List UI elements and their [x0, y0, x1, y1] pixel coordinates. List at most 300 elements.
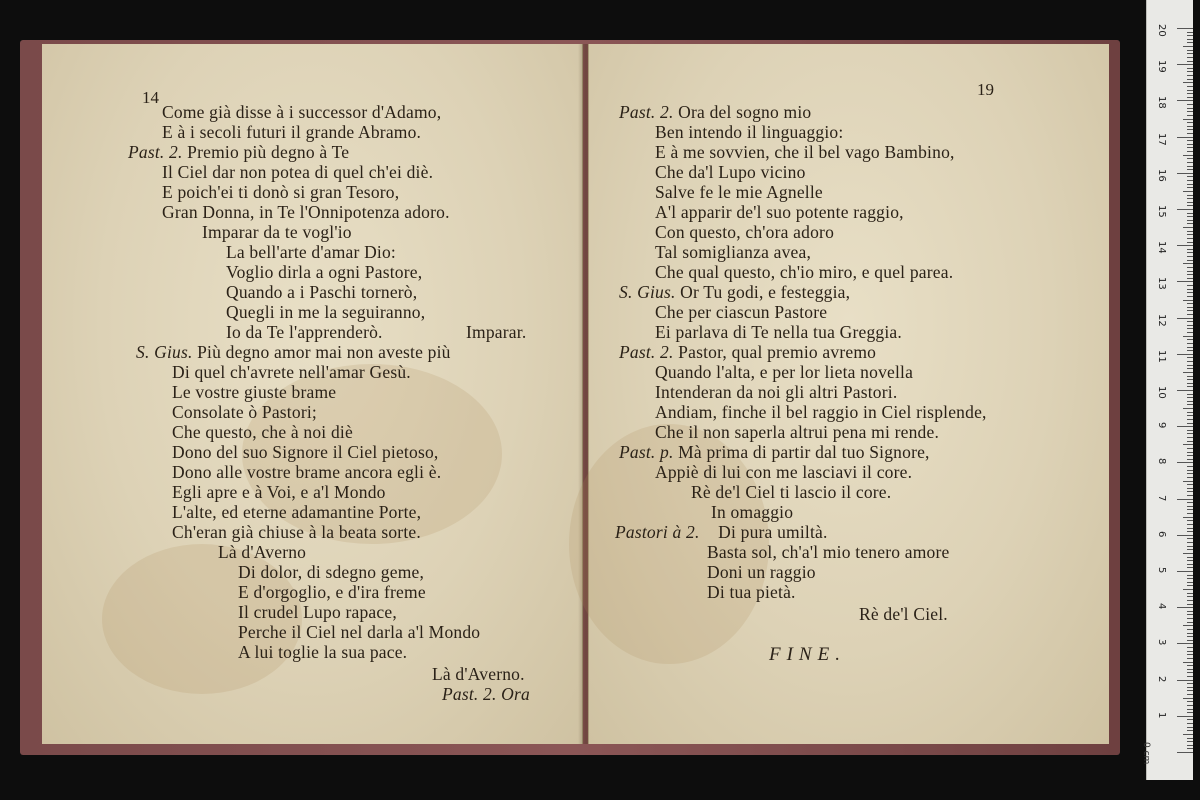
text-line: Doni un raggio — [707, 562, 816, 582]
ruler-tick — [1187, 42, 1193, 43]
ruler-tick — [1187, 357, 1193, 358]
ruler-tick — [1177, 752, 1193, 753]
ruler-tick — [1187, 604, 1193, 605]
ruler-tick — [1187, 622, 1193, 623]
text-line: Che qual questo, ch'io miro, e quel parea. — [655, 262, 954, 282]
ruler-tick — [1187, 636, 1193, 637]
ruler-tick — [1187, 412, 1193, 413]
ruler-tick — [1187, 260, 1193, 261]
speaker-label: Past. p. — [619, 442, 674, 462]
text-line: Ei parlava di Te nella tua Greggia. — [655, 322, 902, 342]
ruler-tick — [1187, 404, 1193, 405]
ruler-tick — [1177, 535, 1193, 536]
ruler-tick — [1177, 390, 1193, 391]
line-text: Io da Te l'apprenderò. — [226, 322, 383, 342]
ruler-tick — [1187, 618, 1193, 619]
ruler-tick — [1187, 549, 1193, 550]
text-line — [226, 322, 527, 343]
ruler-number: 11 — [1156, 349, 1167, 363]
ruler-tick — [1183, 82, 1193, 83]
ruler-tick — [1183, 589, 1193, 590]
ruler-tick — [1187, 741, 1193, 742]
text-line — [619, 442, 930, 463]
ruler-tick — [1177, 137, 1193, 138]
ruler-tick — [1177, 716, 1193, 717]
ruler-tick — [1187, 491, 1193, 492]
ruler-tick — [1187, 531, 1193, 532]
text-line: Di tua pietà. — [707, 582, 796, 602]
text-line: Perche il Ciel nel darla a'l Mondo — [238, 622, 481, 642]
ruler-tick — [1187, 709, 1193, 710]
ruler-tick — [1187, 223, 1193, 224]
ruler-tick — [1183, 119, 1193, 120]
ruler-tick — [1187, 198, 1193, 199]
text-line: Consolate ò Pastori; — [172, 402, 317, 422]
text-line — [619, 282, 850, 303]
ruler-tick — [1187, 144, 1193, 145]
ruler-number: 12 — [1156, 313, 1167, 327]
line-text: Premio più degno à Te — [187, 142, 350, 162]
text-line: Quando l'alta, e per lor lieta novella — [655, 362, 914, 382]
line-text: Or Tu godi, e festeggia, — [680, 282, 851, 302]
ruler-tick — [1187, 285, 1193, 286]
text-line: Il crudel Lupo rapace, — [238, 602, 397, 622]
text-line: E poich'ei ti donò si gran Tesoro, — [162, 182, 400, 202]
ruler-tick — [1187, 502, 1193, 503]
speaker-label: Pastori à 2. — [615, 522, 700, 542]
ruler-tick — [1187, 701, 1193, 702]
ruler-tick — [1187, 738, 1193, 739]
ruler-number: 1 — [1156, 711, 1167, 719]
text-line: Voglio dirla a ogni Pastore, — [226, 262, 423, 282]
ruler-tick — [1187, 423, 1193, 424]
aside-note: Imparar. — [466, 322, 527, 342]
ruler-tick — [1177, 499, 1193, 500]
ruler-tick — [1187, 647, 1193, 648]
ruler-tick — [1177, 426, 1193, 427]
text-line: Il Ciel dar non potea di quel ch'ei diè. — [162, 162, 434, 182]
ruler-tick — [1187, 629, 1193, 630]
ruler-tick — [1187, 585, 1193, 586]
ruler-tick — [1187, 296, 1193, 297]
ruler-tick — [1187, 256, 1193, 257]
ruler-tick — [1187, 401, 1193, 402]
ruler-tick — [1187, 71, 1193, 72]
ruler-tick — [1183, 191, 1193, 192]
ruler-tick — [1187, 180, 1193, 181]
speaker-label: Past. 2. — [619, 342, 674, 362]
fine-end-mark: FINE. — [769, 644, 846, 665]
text-line: Che da'l Lupo vicino — [655, 162, 806, 182]
line-text: Ora del sogno mio — [678, 102, 812, 122]
text-line: E à me sovvien, che il bel vago Bambino, — [655, 142, 955, 162]
ruler-number: 4 — [1156, 603, 1167, 610]
ruler-tick — [1187, 379, 1193, 380]
text-line: Rè de'l Ciel. — [859, 604, 948, 624]
ruler-tick — [1187, 459, 1193, 460]
ruler-tick — [1177, 571, 1193, 572]
ruler-tick — [1187, 332, 1193, 333]
ruler-tick — [1187, 249, 1193, 250]
ruler-tick — [1187, 242, 1193, 243]
ruler-tick — [1187, 745, 1193, 746]
text-line: Là d'Averno — [218, 542, 307, 562]
ruler-tick — [1187, 419, 1193, 420]
text-line: A'l apparir de'l suo potente raggio, — [655, 202, 904, 222]
ruler-tick — [1187, 452, 1193, 453]
ruler-tick — [1187, 151, 1193, 152]
ruler-tick — [1187, 495, 1193, 496]
ruler-tick — [1187, 129, 1193, 130]
measuring-ruler — [1141, 0, 1193, 780]
ruler-tick — [1187, 748, 1193, 749]
ruler-tick — [1187, 140, 1193, 141]
ruler-tick — [1183, 734, 1193, 735]
ruler-tick — [1187, 328, 1193, 329]
ruler-tick — [1187, 654, 1193, 655]
ruler-tick — [1187, 220, 1193, 221]
ruler-tick — [1187, 683, 1193, 684]
ruler-tick — [1187, 361, 1193, 362]
ruler-tick — [1187, 690, 1193, 691]
ruler-tick — [1177, 680, 1193, 681]
ruler-tick — [1187, 231, 1193, 232]
text-line — [136, 342, 451, 363]
ruler-tick — [1187, 484, 1193, 485]
ruler-tick — [1187, 271, 1193, 272]
text-line: Quegli in me la seguiranno, — [226, 302, 426, 322]
ruler-tick — [1187, 538, 1193, 539]
ruler-tick — [1187, 575, 1193, 576]
ruler-tick — [1187, 310, 1193, 311]
text-line: Tal somiglianza avea, — [655, 242, 812, 262]
ruler-tick — [1177, 209, 1193, 210]
speaker-label: S. Gius. — [619, 282, 676, 302]
text-line: Intenderan da noi gli altri Pastori. — [655, 382, 898, 402]
catchword: Past. 2. Ora — [442, 684, 530, 704]
ruler-tick — [1187, 289, 1193, 290]
ruler-number: 19 — [1156, 60, 1167, 73]
text-line: Ben intendo il linguaggio: — [655, 122, 844, 142]
ruler-tick — [1187, 694, 1193, 695]
text-line: Gran Donna, in Te l'Onnipotenza adoro. — [162, 202, 450, 222]
ruler-tick — [1187, 633, 1193, 634]
ruler-tick — [1177, 173, 1193, 174]
ruler-tick — [1187, 546, 1193, 547]
line-text: Più degno amor mai non aveste più — [197, 342, 451, 362]
ruler-tick — [1187, 441, 1193, 442]
ruler-tick — [1183, 227, 1193, 228]
ruler-tick — [1187, 339, 1193, 340]
ruler-tick — [1187, 466, 1193, 467]
ruler-tick — [1187, 719, 1193, 720]
ruler-tick — [1187, 665, 1193, 666]
text-line: A lui toglie la sua pace. — [238, 642, 408, 662]
ruler-unit-label: 0 cm — [1141, 742, 1151, 765]
ruler-tick — [1187, 430, 1193, 431]
ruler-tick — [1187, 520, 1193, 521]
ruler-tick — [1177, 643, 1193, 644]
ruler-tick — [1187, 162, 1193, 163]
text-line: Salve fe le mie Agnelle — [655, 182, 823, 202]
ruler-tick — [1183, 517, 1193, 518]
ruler-number: 7 — [1156, 494, 1167, 501]
ruler-number: 17 — [1156, 132, 1167, 146]
ruler-tick — [1187, 542, 1193, 543]
ruler-tick — [1187, 567, 1193, 568]
ruler-tick — [1187, 350, 1193, 351]
text-line: Di dolor, di sdegno geme, — [238, 562, 425, 582]
ruler-tick — [1187, 582, 1193, 583]
ruler-tick — [1187, 303, 1193, 304]
ruler-tick — [1187, 658, 1193, 659]
text-line: Quando a i Paschi tornerò, — [226, 282, 418, 302]
text-line: Andiam, finche il bel raggio in Ciel risplende, — [655, 402, 987, 422]
ruler-tick — [1187, 61, 1193, 62]
ruler-tick — [1187, 68, 1193, 69]
line-text: Di pura umiltà. — [718, 522, 828, 542]
ruler-tick — [1187, 93, 1193, 94]
ruler-tick — [1187, 39, 1193, 40]
ruler-tick — [1183, 553, 1193, 554]
ruler-tick — [1187, 158, 1193, 159]
ruler-number: 3 — [1156, 639, 1167, 646]
ruler-tick — [1187, 651, 1193, 652]
ruler-tick — [1187, 560, 1193, 561]
text-line: Basta sol, ch'a'l mio tenero amore — [707, 542, 950, 562]
ruler-number: 5 — [1156, 567, 1167, 574]
ruler-tick — [1187, 394, 1193, 395]
page-number: 19 — [977, 80, 994, 99]
ruler-tick — [1187, 705, 1193, 706]
ruler-tick — [1183, 662, 1193, 663]
ruler-tick — [1187, 415, 1193, 416]
ruler-number: 20 — [1156, 24, 1167, 37]
ruler-tick — [1187, 278, 1193, 279]
ruler-number: 8 — [1156, 458, 1167, 465]
ruler-tick — [1187, 187, 1193, 188]
text-line: L'alte, ed eterne adamantine Porte, — [172, 502, 422, 522]
ruler-tick — [1177, 318, 1193, 319]
ruler-tick — [1187, 238, 1193, 239]
ruler-tick — [1183, 263, 1193, 264]
ruler-number: 16 — [1156, 168, 1167, 182]
text-line — [128, 142, 349, 163]
ruler-number: 13 — [1156, 277, 1167, 291]
ruler-tick — [1187, 524, 1193, 525]
ruler-tick — [1177, 281, 1193, 282]
ruler-tick — [1177, 245, 1193, 246]
ruler-tick — [1187, 730, 1193, 731]
ruler-tick — [1187, 723, 1193, 724]
ruler-tick — [1187, 97, 1193, 98]
text-line: Le vostre giuste brame — [172, 382, 337, 402]
ruler-tick — [1187, 455, 1193, 456]
text-line: Rè de'l Ciel ti lascio il core. — [691, 482, 892, 502]
speaker-label: Past. 2. — [619, 102, 674, 122]
ruler-tick — [1187, 611, 1193, 612]
ruler-tick — [1187, 267, 1193, 268]
ruler-tick — [1187, 202, 1193, 203]
text-line: Di quel ch'avrete nell'amar Gesù. — [172, 362, 411, 382]
ruler-tick — [1187, 126, 1193, 127]
text-line: Come già disse à i successor d'Adamo, — [162, 102, 442, 122]
ruler-tick — [1187, 234, 1193, 235]
ruler-tick — [1187, 596, 1193, 597]
left-page — [42, 44, 583, 744]
ruler-tick — [1177, 607, 1193, 608]
speaker-label: Past. 2. — [128, 142, 183, 162]
ruler-tick — [1187, 397, 1193, 398]
text-line: Imparar da te vogl'io — [202, 222, 352, 242]
right-page — [588, 44, 1109, 744]
text-line: Dono alle vostre brame ancora egli è. — [172, 462, 442, 482]
ruler-tick — [1187, 506, 1193, 507]
ruler-tick — [1187, 557, 1193, 558]
text-line — [615, 522, 828, 543]
ruler-number: 14 — [1156, 241, 1167, 254]
ruler-tick — [1187, 176, 1193, 177]
ruler-tick — [1187, 104, 1193, 105]
ruler-tick — [1187, 292, 1193, 293]
ruler-tick — [1187, 213, 1193, 214]
ruler-tick — [1187, 347, 1193, 348]
ruler-tick — [1187, 368, 1193, 369]
ruler-tick — [1183, 336, 1193, 337]
ruler-tick — [1187, 325, 1193, 326]
ruler-tick — [1187, 437, 1193, 438]
ruler-number: 6 — [1156, 530, 1167, 538]
ruler-tick — [1177, 462, 1193, 463]
ruler-tick — [1187, 35, 1193, 36]
ruler-tick — [1177, 64, 1193, 65]
ruler-tick — [1187, 513, 1193, 514]
ruler-tick — [1187, 111, 1193, 112]
ruler-tick — [1177, 28, 1193, 29]
ruler-tick — [1187, 614, 1193, 615]
ruler-tick — [1183, 444, 1193, 445]
ruler-tick — [1187, 108, 1193, 109]
ruler-tick — [1187, 86, 1193, 87]
ruler-number: 10 — [1156, 386, 1167, 399]
ruler-tick — [1187, 687, 1193, 688]
ruler-tick — [1187, 32, 1193, 33]
ruler-tick — [1187, 274, 1193, 275]
ruler-tick — [1187, 433, 1193, 434]
ruler-tick — [1187, 593, 1193, 594]
ruler-tick — [1187, 669, 1193, 670]
text-line — [619, 342, 876, 363]
ruler-tick — [1187, 216, 1193, 217]
ruler-tick — [1187, 473, 1193, 474]
ruler-tick — [1187, 343, 1193, 344]
text-line: Là d'Averno. — [432, 664, 525, 684]
ruler-tick — [1187, 578, 1193, 579]
text-line: Che questo, che à noi diè — [172, 422, 353, 442]
ruler-tick — [1187, 90, 1193, 91]
ruler-tick — [1183, 46, 1193, 47]
ruler-number: 15 — [1156, 205, 1167, 218]
ruler-tick — [1187, 386, 1193, 387]
ruler-tick — [1187, 321, 1193, 322]
ruler-tick — [1187, 600, 1193, 601]
text-line: Con questo, ch'ora adoro — [655, 222, 835, 242]
line-text: Mà prima di partir dal tuo Signore, — [678, 442, 930, 462]
ruler-tick — [1187, 195, 1193, 196]
text-line: Che il non saperla altrui pena mi rende. — [655, 422, 940, 442]
ruler-tick — [1183, 372, 1193, 373]
ruler-tick — [1187, 376, 1193, 377]
ruler-tick — [1187, 252, 1193, 253]
ruler-tick — [1187, 712, 1193, 713]
ruler-tick — [1187, 147, 1193, 148]
ruler-tick — [1187, 205, 1193, 206]
ruler-tick — [1183, 408, 1193, 409]
text-line: Appiè di lui con me lasciavi il core. — [655, 462, 913, 482]
text-line: In omaggio — [711, 502, 794, 522]
speaker-label: S. Gius. — [136, 342, 193, 362]
ruler-tick — [1187, 307, 1193, 308]
ruler-tick — [1183, 625, 1193, 626]
ruler-tick — [1177, 100, 1193, 101]
ruler-tick — [1187, 75, 1193, 76]
ruler-tick — [1183, 155, 1193, 156]
text-line: Egli apre e à Voi, e a'l Mondo — [172, 482, 386, 502]
ruler-tick — [1183, 300, 1193, 301]
ruler-tick — [1183, 481, 1193, 482]
ruler-tick — [1187, 470, 1193, 471]
text-line: La bell'arte d'amar Dio: — [226, 242, 396, 262]
text-line: Che per ciascun Pastore — [655, 302, 828, 322]
text-line — [619, 102, 811, 123]
ruler-tick — [1187, 365, 1193, 366]
ruler-tick — [1187, 79, 1193, 80]
ruler-tick — [1187, 676, 1193, 677]
page-number: 14 — [142, 88, 159, 107]
ruler-tick — [1187, 564, 1193, 565]
ruler-tick — [1187, 528, 1193, 529]
ruler-tick — [1187, 115, 1193, 116]
ruler-number: 2 — [1156, 675, 1167, 682]
text-line: Dono del suo Signore il Ciel pietoso, — [172, 442, 439, 462]
ruler-tick — [1187, 727, 1193, 728]
ruler-tick — [1187, 50, 1193, 51]
ruler-tick — [1187, 640, 1193, 641]
ruler-tick — [1187, 509, 1193, 510]
ruler-tick — [1187, 672, 1193, 673]
ruler-tick — [1187, 383, 1193, 384]
ruler-tick — [1187, 133, 1193, 134]
ruler-tick — [1187, 122, 1193, 123]
ruler-tick — [1187, 314, 1193, 315]
ruler-tick — [1177, 354, 1193, 355]
ruler-tick — [1187, 184, 1193, 185]
ruler-tick — [1187, 477, 1193, 478]
ruler-tick — [1187, 53, 1193, 54]
ruler-tick — [1187, 166, 1193, 167]
ruler-number: 18 — [1156, 96, 1167, 110]
ruler-tick — [1187, 57, 1193, 58]
line-text: Pastor, qual premio avremo — [678, 342, 877, 362]
ruler-tick — [1187, 448, 1193, 449]
ruler-tick — [1187, 169, 1193, 170]
ruler-number: 9 — [1156, 422, 1167, 429]
text-line: E d'orgoglio, e d'ira freme — [238, 582, 426, 602]
text-line: E à i secoli futuri il grande Abramo. — [162, 122, 422, 142]
ruler-tick — [1183, 698, 1193, 699]
ruler-tick — [1187, 488, 1193, 489]
text-line: Ch'eran già chiuse à la beata sorte. — [172, 522, 421, 542]
